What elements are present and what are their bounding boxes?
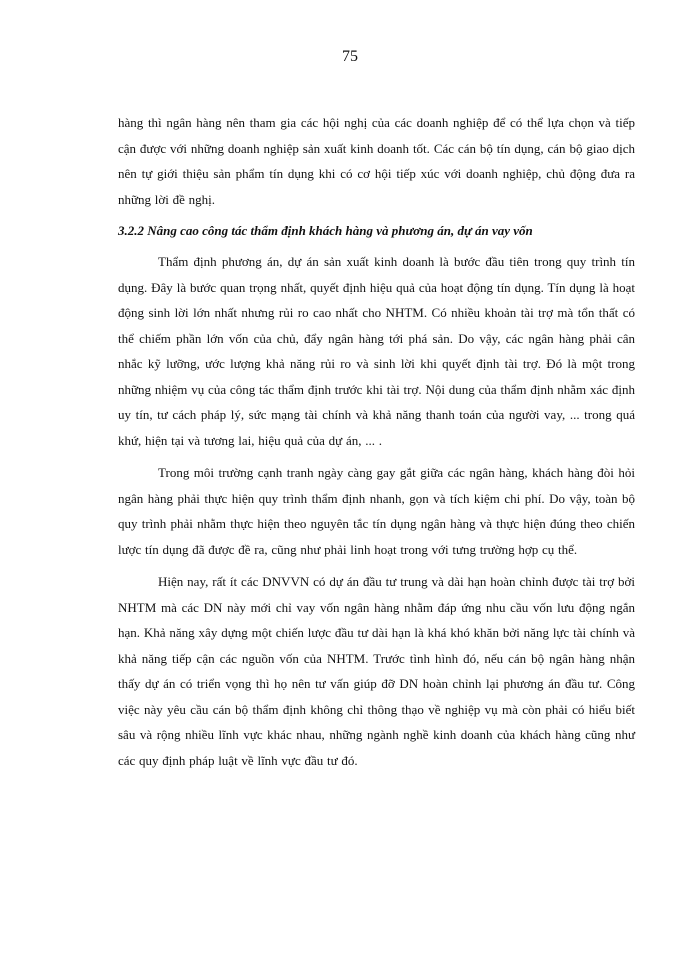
paragraph-competition: Trong môi trường cạnh tranh ngày càng gay gắt giữa các ngân hàng, khách hàng đòi hỏi ngân hàng phải thực hiện quy trình thẩm định nhanh, gọn và tích kiệm chi phí. Do vậy, toàn bộ quy trình phải nhằm thực hiện theo nguyên tắc tín dụng ngân hàng và thực hiện đúng theo chiến lược tín dụng đã được đề ra, cũng như phải linh hoạt trong với tưng trường hợp cụ thể. [118, 465, 635, 557]
page-number: 75 [342, 48, 358, 65]
paragraph-continuation: hàng thì ngân hàng nên tham gia các hội nghị của các doanh nghiệp để có thể lựa chọn và tiếp cận được với những doanh nghiệp sản xuất kinh doanh tốt. Các cán bộ tín dụng, cán bộ giao dịch nên tự giới thiệu sản phẩm tín dụng khi có cơ hội tiếp xúc với doanh nghiệp, chủ động đưa ra những lời đề nghị. [118, 115, 635, 207]
document-body [118, 110, 635, 773]
section-heading: 3.2.2 Nâng cao công tác thẩm định khách hàng và phương án, dự án vay vốn [118, 223, 533, 238]
paragraph-appraisal: Thẩm định phương án, dự án sản xuất kinh doanh là bước đầu tiên trong quy trình tín dụng. Đây là bước quan trọng nhất, quyết định hiệu quả của hoạt động tín dụng. Tín dụng là hoạt động sinh lời lớn nhất nhưng rủi ro cao nhất cho NHTM. Có nhiều khoản tài trợ mà tổn thất có thể chiếm phần lớn vốn của chủ, đẩy ngân hàng tới phá sản. Do vậy, các ngân hàng phải cân nhắc kỹ lưỡng, ước lượng khả năng rủi ro và sinh lời khi quyết định tài trợ. Đó là một trong những nhiệm vụ của công tác thẩm định trước khi tài trợ. Nội dung của thẩm định nhằm xác định uy tín, tư cách pháp lý, sức mạng tài chính và khả năng thanh toán của người vay, ... trong quá khứ, hiện tại và tương lai, hiệu quả của dự án, ... . [118, 254, 635, 448]
paragraph-sme-projects: Hiện nay, rất ít các DNVVN có dự án đầu tư trung và dài hạn hoàn chỉnh được tài trợ bởi NHTM mà các DN này mới chỉ vay vốn ngân hàng nhằm đáp ứng nhu cầu vốn lưu động ngắn hạn. Khả năng xây dựng một chiến lược đầu tư dài hạn là khá khó khăn bởi năng lực tài chính và khả năng tiếp cận các nguồn vốn của NHTM. Trước tình hình đó, nếu cán bộ ngân hàng nhận thấy dự án có triển vọng thì họ nên tư vấn giúp đỡ DN hoàn chỉnh lại phương án đầu tư. Công việc này yêu cầu cán bộ thẩm định không chỉ thông thạo về nghiệp vụ mà còn phải có hiểu biết sâu và rộng nhiều lĩnh vực khác nhau, những ngành nghề kinh doanh của khách hàng cũng như các quy định pháp luật về lĩnh vực đầu tư đó. [118, 574, 635, 768]
